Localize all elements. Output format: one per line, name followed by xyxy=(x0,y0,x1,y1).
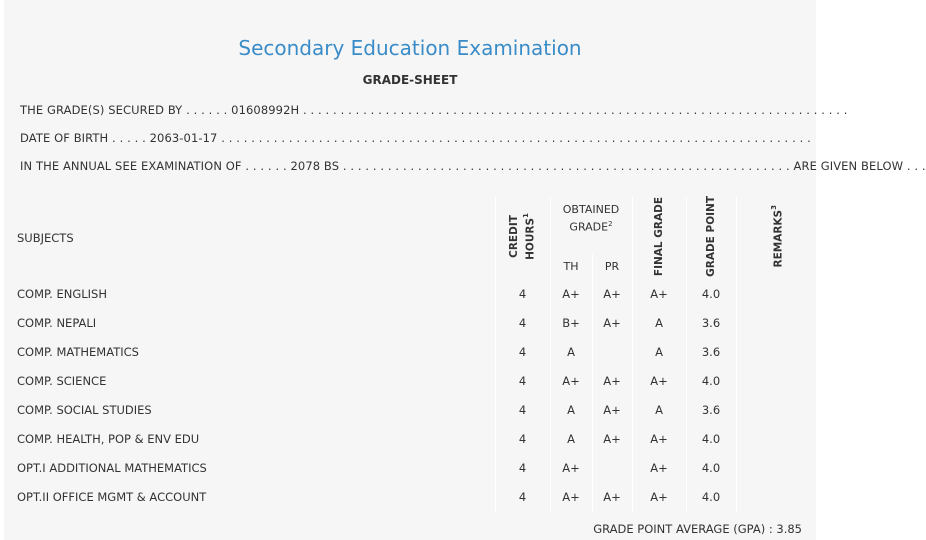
grades-table xyxy=(8,196,816,512)
remarks-cell xyxy=(736,280,816,309)
credit-cell: 4 xyxy=(495,483,550,512)
grade-point-cell: 4.0 xyxy=(686,454,736,483)
remarks-cell xyxy=(736,367,816,396)
subject-cell: COMP. MATHEMATICS xyxy=(17,345,139,360)
subject-cell: COMP. SCIENCE xyxy=(17,374,107,389)
credit-cell: 4 xyxy=(495,309,550,338)
pr-grade-cell: A+ xyxy=(592,483,632,512)
subject-cell: COMP. ENGLISH xyxy=(17,287,107,302)
remarks-cell xyxy=(736,396,816,425)
subject-cell: COMP. HEALTH, POP & ENV EDU xyxy=(17,432,200,447)
secured-by-label: THE GRADE(S) SECURED BY . . . . . . xyxy=(20,103,228,117)
exam-label: IN THE ANNUAL SEE EXAMINATION OF . . . . . . xyxy=(20,159,287,173)
gpa-label: GRADE POINT AVERAGE (GPA) : xyxy=(593,522,773,536)
th-grade-cell: A xyxy=(550,338,592,367)
column-header-subjects: SUBJECTS xyxy=(17,230,74,245)
grade-point-cell: 3.6 xyxy=(686,396,736,425)
pr-grade-cell: A+ xyxy=(592,309,632,338)
dot-leader: . . . . . . . . . . . . . . . . . . . . . . . . . . . . . . . . . . . . . . . . . . . . . . . . . . . . . . . . . . . . xyxy=(342,159,790,173)
final-grade-cell: A xyxy=(632,309,686,338)
pr-grade-cell: A+ xyxy=(592,425,632,454)
pr-grade-cell: A+ xyxy=(592,280,632,309)
exam-tail: ARE GIVEN BELOW . . . xyxy=(793,159,926,173)
page-title: Secondary Education Examination xyxy=(238,36,582,60)
column-header-th: TH xyxy=(550,254,592,280)
credit-cell: 4 xyxy=(495,280,550,309)
gpa-value: 3.85 xyxy=(776,522,802,536)
info-line-secured-by xyxy=(20,103,848,117)
table-row xyxy=(8,396,816,425)
pr-grade-cell: A+ xyxy=(592,367,632,396)
table-row xyxy=(8,280,816,309)
credit-cell: 4 xyxy=(495,425,550,454)
th-grade-cell: A+ xyxy=(550,280,592,309)
column-header-grade-point: GRADE POINT xyxy=(686,196,736,280)
subject-cell: COMP. SOCIAL STUDIES xyxy=(17,403,152,418)
column-header-final-grade: FINAL GRADE xyxy=(632,196,686,280)
gpa-summary xyxy=(593,522,802,536)
subject-cell: COMP. NEPALI xyxy=(17,316,97,331)
credit-cell: 4 xyxy=(495,396,550,425)
dot-leader: . . . . . . . . . . . . . . . . . . . . . . . . . . . . . . . . . . . . . . . . . . . . . . . . . . . . . . . . . . . . . . . . . . . . . . . . . . . . . . . xyxy=(221,131,811,145)
final-grade-cell: A xyxy=(632,338,686,367)
grade-point-cell: 3.6 xyxy=(686,338,736,367)
pr-grade-cell xyxy=(592,338,632,367)
final-grade-cell: A+ xyxy=(632,425,686,454)
th-grade-cell: B+ xyxy=(550,309,592,338)
pr-grade-cell xyxy=(592,454,632,483)
exam-year-value: 2078 BS xyxy=(290,159,340,173)
th-grade-cell: A+ xyxy=(550,367,592,396)
credit-cell: 4 xyxy=(495,367,550,396)
dob-value: 2063-01-17 xyxy=(149,131,218,145)
subject-cell: OPT.II OFFICE MGMT & ACCOUNT xyxy=(17,490,207,505)
dot-leader: . . . . . . . . . . . . . . . . . . . . . . . . . . . . . . . . . . . . . . . . . . . . . . . . . . . . . . . . . . . . . . . . . . . . . . . . . xyxy=(303,103,848,117)
subject-cell: OPT.I ADDITIONAL MATHEMATICS xyxy=(17,461,207,476)
grade-sheet xyxy=(4,0,926,540)
grade-point-cell: 4.0 xyxy=(686,425,736,454)
table-row xyxy=(8,338,816,367)
remarks-cell xyxy=(736,309,816,338)
page-subtitle: GRADE-SHEET xyxy=(362,73,458,87)
remarks-cell xyxy=(736,483,816,512)
th-grade-cell: A+ xyxy=(550,483,592,512)
table-row xyxy=(8,454,816,483)
final-grade-cell: A xyxy=(632,396,686,425)
final-grade-cell: A+ xyxy=(632,367,686,396)
column-header-obtained-grade: OBTAINED GRADE$^2$ xyxy=(550,196,632,254)
remarks-cell xyxy=(736,454,816,483)
info-line-dob xyxy=(20,131,811,145)
grade-point-cell: 4.0 xyxy=(686,483,736,512)
remarks-cell xyxy=(736,425,816,454)
remarks-cell xyxy=(736,338,816,367)
info-line-exam xyxy=(20,159,926,173)
th-grade-cell: A xyxy=(550,396,592,425)
th-grade-cell: A xyxy=(550,425,592,454)
credit-cell: 4 xyxy=(495,454,550,483)
symbol-number-value: 01608992H xyxy=(231,103,300,117)
table-row xyxy=(8,367,816,396)
grade-point-cell: 4.0 xyxy=(686,367,736,396)
column-header-pr: PR xyxy=(592,254,632,280)
column-header-remarks: REMARKS$^3$ xyxy=(736,196,816,280)
grade-point-cell: 3.6 xyxy=(686,309,736,338)
grade-point-cell: 4.0 xyxy=(686,280,736,309)
column-header-credit-hours: CREDIT HOURS$^1$ xyxy=(495,196,550,280)
table-row xyxy=(8,309,816,338)
credit-cell: 4 xyxy=(495,338,550,367)
final-grade-cell: A+ xyxy=(632,483,686,512)
final-grade-cell: A+ xyxy=(632,280,686,309)
table-row xyxy=(8,483,816,512)
th-grade-cell: A+ xyxy=(550,454,592,483)
dob-label: DATE OF BIRTH . . . . . xyxy=(20,131,146,145)
pr-grade-cell: A+ xyxy=(592,396,632,425)
table-row xyxy=(8,425,816,454)
final-grade-cell: A+ xyxy=(632,454,686,483)
